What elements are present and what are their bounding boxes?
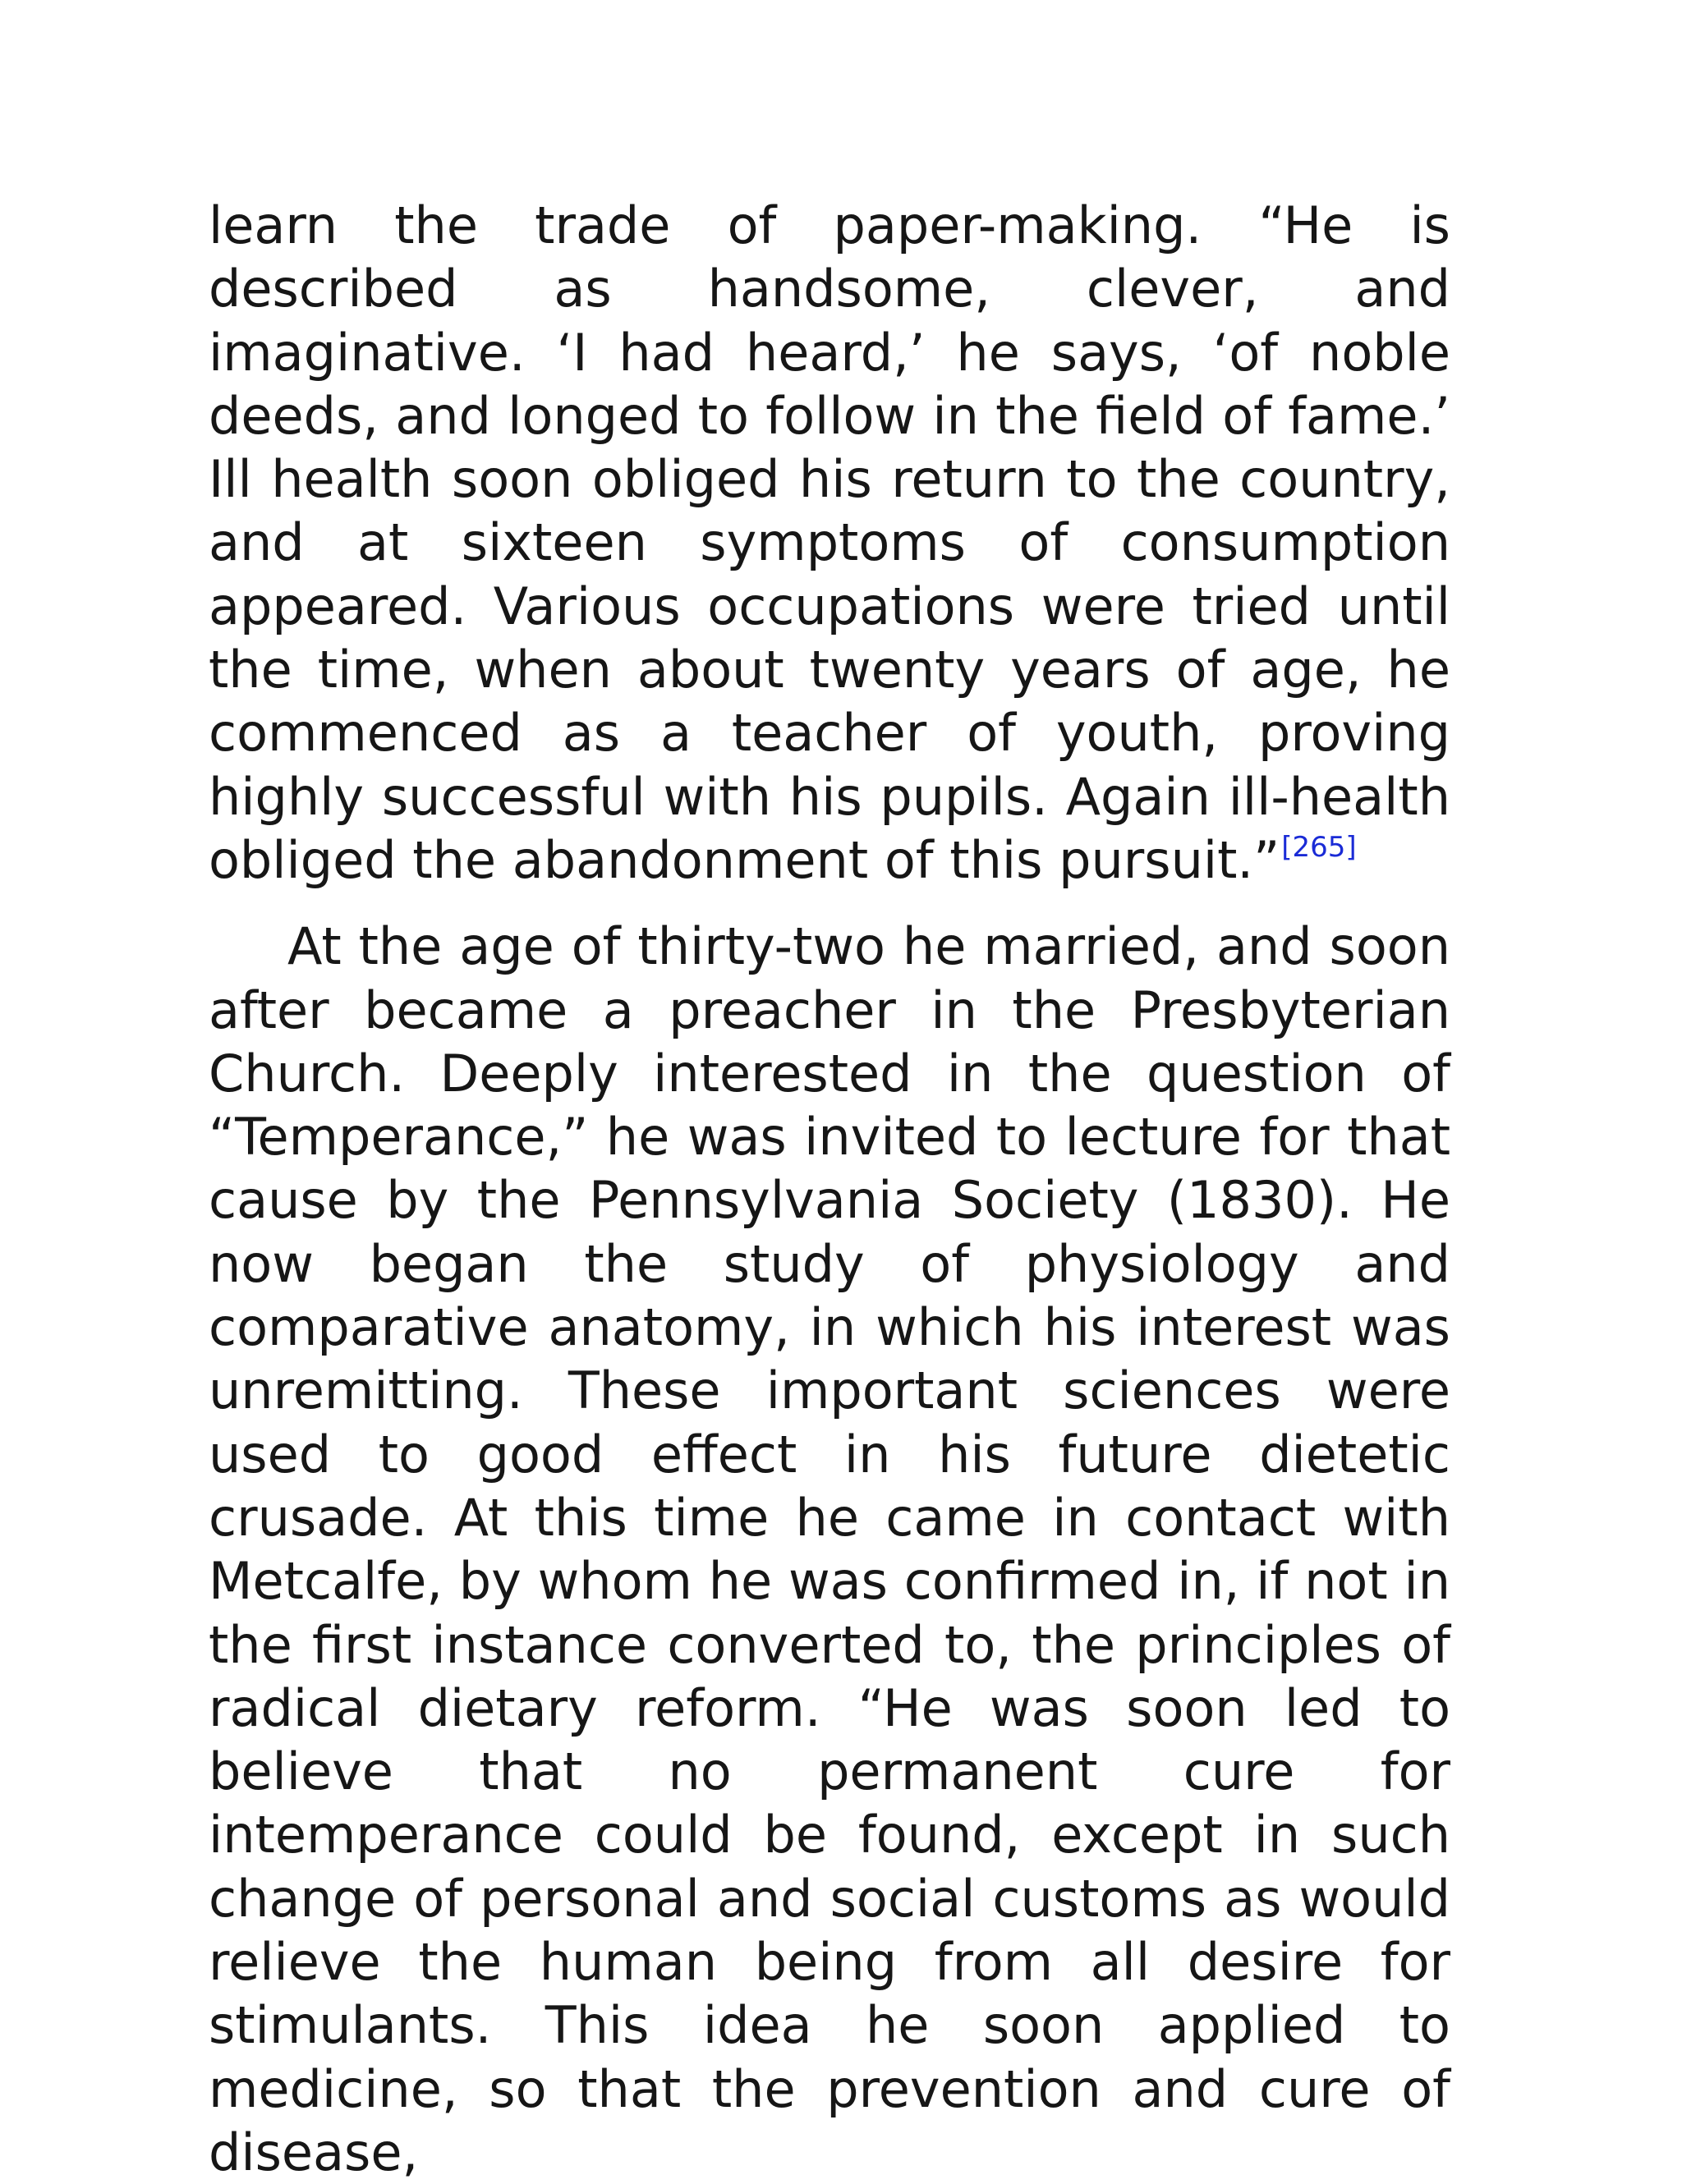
page-body [209, 194, 1450, 2184]
paragraph-2 [209, 915, 1450, 2184]
footnote-ref-265[interactable]: [265] [1281, 830, 1357, 864]
paragraph-1 [209, 194, 1450, 892]
paragraph-1-text: learn the trade of paper-making. “He is described as handsome, clever, and imaginative. ‘I had heard,’ he says, ‘of noble deeds, and longed to follow in the field of fame.’ Ill health soon obliged his return to the country, and at sixteen symptoms of consumption appeared. Various occupations were tried until the time, when about twenty years of age, he commenced as a teacher of youth, proving highly successful with his pupils. Again ill-health obliged the abandonment of this pursuit.” [209, 195, 1450, 890]
paragraph-2-text: At the age of thirty-two he married, and soon after became a preacher in the Presbyterian Church. Deeply interested in the question of “Temperance,” he was invited to lecture for that cause by the Pennsylvania Society (1830). He now began the study of physiology and comparative anatomy, in which his interest was unremitting. These important sciences were used to good effect in his future dietetic crusade. At this time he came in contact with Metcalfe, by whom he was confirmed in, if not in the first instance converted to, the principles of radical dietary reform. “He was soon led to believe that no permanent cure for intemperance could be found, except in such change of personal and social customs as would relieve the human being from all desire for stimulants. This idea he soon applied to medicine, so that the prevention and cure of disease, [209, 916, 1450, 2182]
